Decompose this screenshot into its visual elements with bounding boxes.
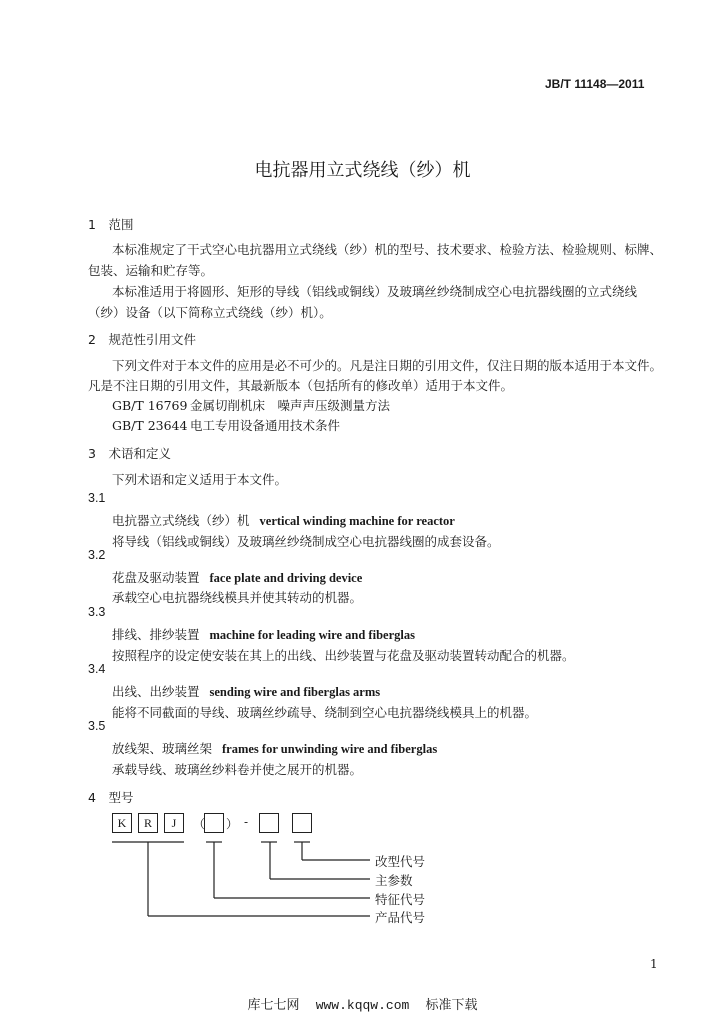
term-number: 3.3 bbox=[88, 605, 106, 619]
document-title: 电抗器用立式绕线（纱）机 bbox=[254, 160, 471, 181]
term-definition: 承载空心电抗器绕线模具并使其转动的机器。 bbox=[112, 590, 363, 605]
term-number: 3.4 bbox=[88, 662, 106, 676]
footer-url[interactable]: www.kqqw.com bbox=[315, 998, 410, 1013]
footer bbox=[0, 994, 725, 1013]
term-definition: 按照程序的设定使安装在其上的出线、出纱装置与花盘及驱动装置转动配合的机器。 bbox=[112, 648, 575, 663]
page-number: 1 bbox=[650, 957, 658, 971]
term-number: 3.1 bbox=[88, 491, 106, 505]
term-number: 3.2 bbox=[88, 548, 106, 562]
model-letter-box: R bbox=[138, 813, 158, 833]
label-modification-code: 改型代号 bbox=[375, 854, 426, 869]
term-zh: 花盘及驱动装置 bbox=[112, 570, 200, 585]
term-zh: 电抗器立式绕线（纱）机 bbox=[112, 513, 250, 528]
section-1-heading: 1 范围 bbox=[88, 217, 134, 232]
section-3-heading: 3 术语和定义 bbox=[88, 446, 171, 461]
term-en: machine for leading wire and fiberglas bbox=[209, 628, 415, 642]
label-product-code: 产品代号 bbox=[375, 910, 426, 925]
term-definition: 承载导线、玻璃丝纱料卷并使之展开的机器。 bbox=[112, 762, 363, 777]
standard-number: JB/T 11148—2011 bbox=[545, 77, 645, 91]
footer-tag: 标准下载 bbox=[425, 998, 478, 1013]
reference-title: 电工专用设备通用技术条件 bbox=[190, 418, 341, 433]
footer-site: 库七七网 bbox=[247, 998, 300, 1013]
section-1-para-2a: 本标准适用于将圆形、矩形的导线（铝线或铜线）及玻璃丝纱绕制成空心电抗器线圈的立式绕线 bbox=[112, 284, 638, 299]
section-1-para-1a: 本标准规定了干式空心电抗器用立式绕线（纱）机的型号、技术要求、检验方法、检验规则、标牌、 bbox=[112, 242, 663, 257]
reference-title: 金属切削机床 噪声声压级测量方法 bbox=[190, 398, 391, 413]
reference-code: GB/T 23644 bbox=[112, 418, 188, 433]
section-4-heading: 4 型号 bbox=[88, 790, 134, 805]
section-1-para-1b: 包装、运输和贮存等。 bbox=[88, 263, 214, 278]
term-zh: 放线架、玻璃丝架 bbox=[112, 741, 213, 756]
term-en: vertical winding machine for reactor bbox=[259, 514, 455, 528]
section-2-heading: 2 规范性引用文件 bbox=[88, 332, 196, 347]
term-number: 3.5 bbox=[88, 719, 106, 733]
label-feature-code: 特征代号 bbox=[375, 892, 426, 907]
section-2-para-1b: 凡是不注日期的引用文件，其最新版本（包括所有的修改单）适用于本文件。 bbox=[88, 378, 514, 393]
term-definition: 将导线（铝线或铜线）及玻璃丝纱绕制成空心电抗器线圈的成套设备。 bbox=[112, 534, 500, 549]
term-zh: 排线、排纱装置 bbox=[112, 627, 200, 642]
term-en: face plate and driving device bbox=[209, 571, 363, 585]
model-letter-box: K bbox=[112, 813, 132, 833]
close-paren: ） bbox=[226, 817, 239, 831]
term-definition: 能将不同截面的导线、玻璃丝纱疏导、绕制到空心电抗器绕线模具上的机器。 bbox=[112, 705, 538, 720]
section-3-intro: 下列术语和定义适用于本文件。 bbox=[112, 472, 288, 487]
section-2-para-1a: 下列文件对于本文件的应用是必不可少的。凡是注日期的引用文件，仅注日期的版本适用于本文件。 bbox=[112, 358, 663, 373]
dash: - bbox=[244, 815, 249, 829]
label-main-parameter: 主参数 bbox=[375, 873, 413, 888]
open-paren: （ bbox=[193, 817, 206, 831]
term-en: sending wire and fiberglas arms bbox=[209, 685, 381, 699]
term-zh: 出线、出纱装置 bbox=[112, 684, 200, 699]
model-letter-box: J bbox=[164, 813, 184, 833]
term-en: frames for unwinding wire and fiberglas bbox=[222, 742, 438, 756]
reference-code: GB/T 16769 bbox=[112, 398, 188, 413]
section-1-para-2b: （纱）设备（以下简称立式绕线（纱）机）。 bbox=[88, 305, 332, 320]
